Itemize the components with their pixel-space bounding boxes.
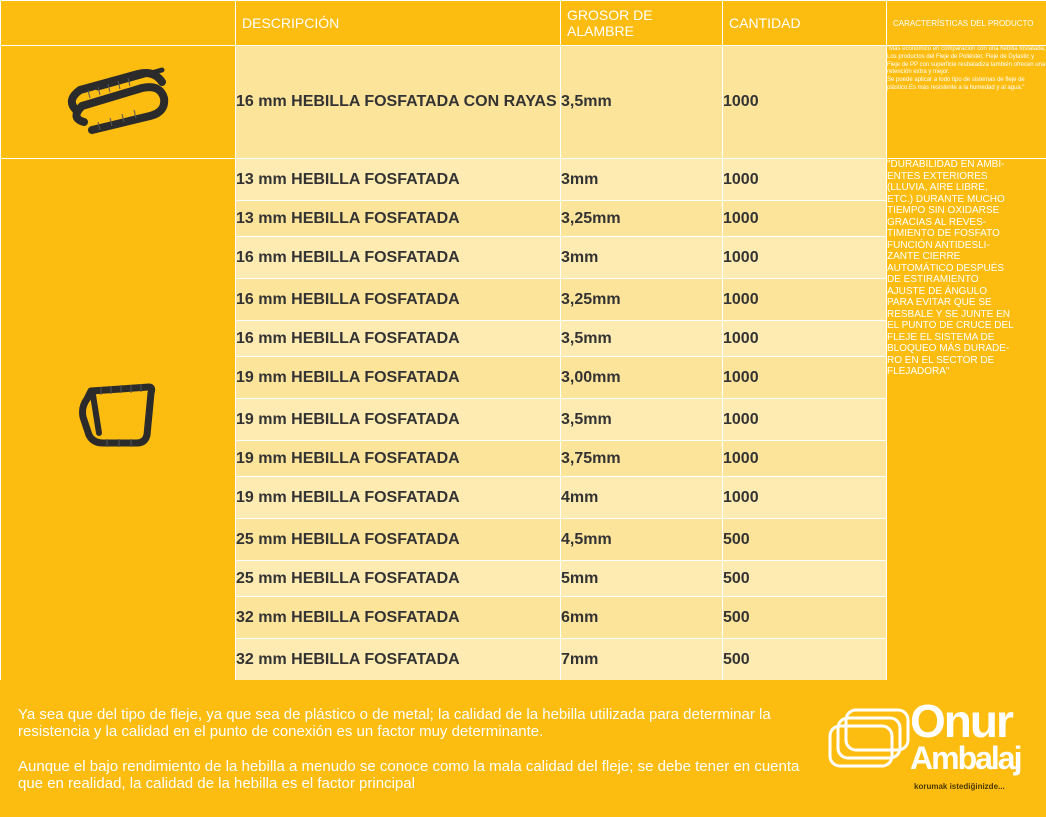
cell-grosor: 3,25mm (561, 201, 723, 237)
cell-grosor: 6mm (561, 597, 723, 639)
cell-grosor: 4mm (561, 477, 723, 519)
cell-cantidad: 1000 (723, 321, 887, 357)
footer-paragraph-1: Ya sea que del tipo de fleje, ya que sea de plástico o de metal; la calidad de la hebilla utilizada para determinar la resistencia y la calidad en el punto de conexión es un factor muy determinante. (18, 706, 771, 740)
striped-buckle-icon (58, 60, 178, 140)
header-caracteristicas: CARACTERÍSTICAS DEL PRODUCTO (887, 1, 1046, 46)
cell-cantidad: 1000 (723, 279, 887, 321)
box-outline-icon (826, 706, 916, 786)
cell-descripcion: 16 mm HEBILLA FOSFATADA CON RAYAS (236, 46, 561, 159)
cell-grosor: 4,5mm (561, 519, 723, 561)
logo-line-2: Ambalaj (910, 740, 1021, 776)
logo-line-1: Onur (910, 695, 1012, 747)
header-cantidad: CANTIDAD (723, 1, 887, 46)
table-header-row (1, 1, 1046, 46)
header-descripcion: DESCRIPCIÓN (236, 1, 561, 46)
cell-grosor: 3,25mm (561, 279, 723, 321)
cell-descripcion: 25 mm HEBILLA FOSFATADA (236, 519, 561, 561)
cell-descripcion: 25 mm HEBILLA FOSFATADA (236, 561, 561, 597)
cell-cantidad: 1000 (723, 237, 887, 279)
cell-cantidad: 500 (723, 561, 887, 597)
cell-grosor: 3mm (561, 237, 723, 279)
cell-descripcion: 16 mm HEBILLA FOSFATADA (236, 321, 561, 357)
cell-cantidad: 1000 (723, 46, 887, 159)
table-row (1, 46, 1046, 159)
cell-grosor: 3,00mm (561, 357, 723, 399)
phosphate-buckle-icon (73, 377, 163, 457)
cell-descripcion: 32 mm HEBILLA FOSFATADA (236, 597, 561, 639)
footer-paragraph-2: Aunque el bajo rendimiento de la hebilla a menudo se conoce como la mala calidad del fleje; se debe tener en cuenta que en realidad, la calidad de la hebilla es el factor principal (18, 758, 800, 792)
cell-cantidad: 1000 (723, 399, 887, 441)
caracteristicas-cell-2 (887, 159, 1046, 681)
cell-descripcion: 16 mm HEBILLA FOSFATADA (236, 279, 561, 321)
cell-grosor: 3mm (561, 159, 723, 201)
cell-descripcion: 19 mm HEBILLA FOSFATADA (236, 399, 561, 441)
cell-grosor: 3,75mm (561, 441, 723, 477)
cell-grosor: 3,5mm (561, 399, 723, 441)
cell-cantidad: 1000 (723, 201, 887, 237)
cell-grosor: 7mm (561, 639, 723, 681)
cell-cantidad: 500 (723, 639, 887, 681)
caracteristicas-cell-1 (887, 46, 1046, 159)
logo-tagline: korumak istediğinizde... (914, 782, 1005, 791)
cell-descripcion: 19 mm HEBILLA FOSFATADA (236, 357, 561, 399)
product-image-cell (1, 159, 236, 681)
caracteristicas-text-2: "DURABILIDAD EN AMBI- ENTES EXTERIORES (LLUVIA, AIRE LIBRE, ETC.) DURANTE MUCHO TIEMPO SIN OXIDARSE GRACIAS AL REVES- TIMIENTO DE FOSFATO FUNCIÓN ANTIDESLI- ZANTE CIERRE AUTOMÁTICO DESPUÉS DE ESTIRAMIENTO AJUSTE DE ÁNGULO PARA EVITAR QUE SE RESBALE Y SE JUNTE EN EL PUNTO DE CRUCE DEL FLEJE EL SISTEMA DE BLOQUEO MÁS DURADE- RO EN EL SECTOR DE FLEJADORA" (887, 159, 1014, 377)
cell-descripcion: 19 mm HEBILLA FOSFATADA (236, 441, 561, 477)
cell-grosor: 3,5mm (561, 46, 723, 159)
caracteristicas-text-1: "Más económico en comparación con una hebilla fosfatada, Los productos del Fleje de Poliéster, Fleje de Dylastic y Fleje de PP con superficie resbaladiza también ofrecen una retención extra y mejor. Se puede aplicar a todo tipo de sistemas de fleje de plástico.Es más resistente a la humedad y al agua." (887, 46, 1046, 91)
cell-cantidad: 1000 (723, 159, 887, 201)
header-grosor: GROSOR DE ALAMBRE (561, 1, 723, 46)
footer (0, 680, 1046, 817)
header-image-col (1, 1, 236, 46)
cell-cantidad: 1000 (723, 477, 887, 519)
cell-descripcion: 13 mm HEBILLA FOSFATADA (236, 159, 561, 201)
cell-descripcion: 16 mm HEBILLA FOSFATADA (236, 237, 561, 279)
cell-grosor: 3,5mm (561, 321, 723, 357)
cell-cantidad: 1000 (723, 441, 887, 477)
cell-cantidad: 500 (723, 519, 887, 561)
cell-grosor: 5mm (561, 561, 723, 597)
table-row (1, 159, 1046, 201)
company-logo (826, 694, 1036, 794)
cell-descripcion: 19 mm HEBILLA FOSFATADA (236, 477, 561, 519)
cell-cantidad: 500 (723, 597, 887, 639)
cell-descripcion: 32 mm HEBILLA FOSFATADA (236, 639, 561, 681)
product-image-cell (1, 46, 236, 159)
cell-cantidad: 1000 (723, 357, 887, 399)
cell-descripcion: 13 mm HEBILLA FOSFATADA (236, 201, 561, 237)
